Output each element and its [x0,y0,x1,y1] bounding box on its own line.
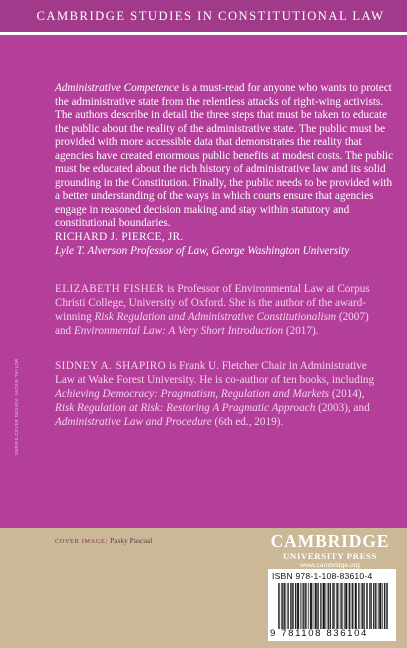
series-band [0,0,407,33]
author-name: SIDNEY A. SHAPIRO [55,360,167,372]
blurb-paragraph [55,82,395,231]
author-bio-shapiro [55,360,385,430]
series-design-credit: SERIES COVER DESIGN: JACKIE TAYLOR [14,358,19,455]
review-blurb [55,82,395,258]
cover-image-credit [55,536,152,545]
bio-text: (6th ed., 2019). [211,415,284,428]
blurb-text: is a must-read for anyone who wants to protect the administrative state from the relentless attacks of right-wing activists. The authors describe in detail the three steps that must be taken to educate the public about the reality of the administrative state. The public must be provided with more accessible data that demonstrates the reality that agencies have created enormous public benefits at modest costs. The public must be educated about the rich history of administrative law and its solid grounding in the Constitution. Finally, the public needs to be provided with a better understanding of the ways in which courts ensure that agencies engage in reasoned decision making and stay within statutory and constitutional boundaries. [55,82,394,230]
barcode-digits: 9 781108 836104 [270,628,368,639]
bio-text: (2014), [329,387,365,400]
book-title: Risk Regulation and Administrative Constitutionalism [94,310,337,323]
barcode-icon [278,583,388,629]
isbn-barcode [268,569,396,641]
series-title: CAMBRIDGE STUDIES IN CONSTITUTIONAL LAW [36,9,385,23]
cover-credit-name: Pasky Pascual [110,536,153,545]
reviewer-name: RICHARD J. PIERCE, JR. [55,231,184,244]
cover-credit-label: COVER IMAGE: [55,538,108,545]
isbn-label: ISBN 978-1-108-83610-4 [272,571,373,581]
bio-text: (2007) and [55,310,369,337]
bio-text: (2017). [283,324,319,337]
publisher-url: www.cambridge.org [300,562,360,569]
bio-text: (2003), and [315,401,370,414]
book-title: Risk Regulation at Risk: Restoring A Pragmatic Approach [55,401,316,414]
book-title: Environmental Law: A Very Short Introduction [73,324,284,337]
publisher-name: CAMBRIDGE [270,531,390,551]
bio-text: is Frank U. Fletcher Chair in Administrative Law at Wake Forest University. He is co-author of ten books, including [55,360,375,386]
blurb-book-title: Administrative Competence [55,82,179,94]
book-title: Administrative Law and Procedure [55,415,212,428]
publisher-logo [268,532,392,570]
author-bio-fisher [55,283,385,339]
reviewer-title: Lyle T. Alverson Professor of Law, George Washington University [55,244,350,257]
author-name: ELIZABETH FISHER [55,283,165,295]
book-title: Achieving Democracy: Pragmatism, Regulation and Markets [55,387,330,400]
bio-text: is Professor of Environmental Law at Corpus Christi College, University of Oxford. She is the author of the award-winning [55,283,370,323]
publisher-sub: UNIVERSITY PRESS [282,551,378,561]
